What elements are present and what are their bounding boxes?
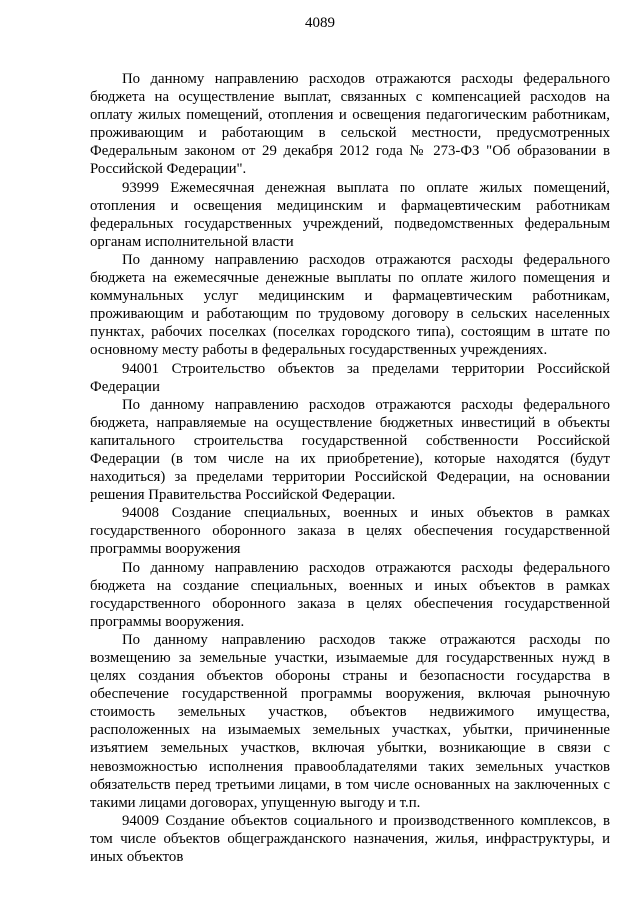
heading-93999: 93999 Ежемесячная денежная выплата по оплате жилых помещений, отопления и освещения медицинским и фармацевтическим работникам федеральных государственных учреждений, подведомственных федеральным органам исполнительной власти <box>90 179 610 250</box>
paragraph-94001-description: По данному направлению расходов отражаются расходы федерального бюджета, направляемые на осуществление бюджетных инвестиций в объекты капитального строительства государственной собственности Российской Федерации (в том числе на их приобретение), которые находятся (будут находиться) за пределами территории Российской Федерации, на основании решения Правительства Российской Федерации. <box>90 396 610 504</box>
page-number: 4089 <box>305 15 335 31</box>
paragraph-94008-description: По данному направлению расходов отражаются расходы федерального бюджета на создание специальных, военных и иных объектов в рамках государственного оборонного заказа в целях обеспечения государственной программы вооружения. <box>90 559 610 630</box>
heading-94009: 94009 Создание объектов социального и производственного комплексов, в том числе объектов общегражданского назначения, жилья, инфраструктуры, и иных объектов <box>90 812 610 866</box>
paragraph-94008-compensation: По данному направлению расходов также отражаются расходы по возмещению за земельные участки, изымаемые для государственных нужд в целях создания объектов обороны страны и безопасности государства в обеспечение государственной программы вооружения, включая рыночную стоимость земельных участков, объектов недвижимого имущества, расположенных на изымаемых земельных участках, убытки, причиненные изъятием земельных участков, включая убытки, возникающие в связи с невозможностью исполнения правообладателями таких земельных участков обязательств перед третьими лицами, в том числе основанных на заключенных с такими лицами договорах, упущенную выгоду и т.п. <box>90 631 610 811</box>
heading-94008: 94008 Создание специальных, военных и иных объектов в рамках государственного оборонного заказа в целях обеспечения государственной программы вооружения <box>90 505 610 558</box>
heading-94001: 94001 Строительство объектов за пределами территории Российской Федерации <box>90 360 610 395</box>
paragraph-93998-description: По данному направлению расходов отражаются расходы федерального бюджета на осуществление выплат, связанных с компенсацией расходов на оплату жилых помещений, отопления и освещения педагогическим работникам, проживающим и работающим в сельской местности, предусмотренных Федеральным законом от 29 декабря 2012 года № 273-ФЗ "Об образовании в Российской Федерации". <box>90 71 610 178</box>
paragraph-93999-description: По данному направлению расходов отражаются расходы федерального бюджета на ежемесячные денежные выплаты по оплате жилого помещения и коммунальных услуг медицинским и фармацевтическим работникам, проживающим и работающим по трудовому договору в сельских населенных пунктах, рабочих поселках (поселках городского типа), состоящим в штате по основному месту работы в федеральных государственных учреждениях. <box>90 251 610 359</box>
document-body <box>90 70 610 866</box>
